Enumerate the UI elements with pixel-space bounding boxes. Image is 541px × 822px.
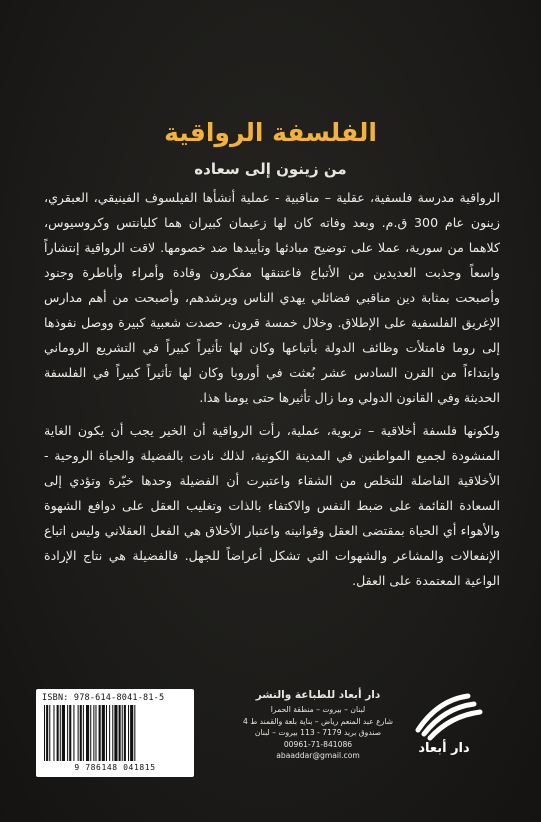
publisher-name: دار أبعاد للطباعة والنشر [255, 689, 381, 701]
barcode-bar [46, 705, 48, 761]
logo-wing-stroke-3 [430, 712, 480, 738]
barcode-bar [80, 705, 82, 761]
blurb-paragraph-2: ولكونها فلسفة أخلاقية – تربوية، عملية، رأت الرواقية أن الخير يجب أن يكون الغاية المنشودة لجميع المواطنين في المدينة الكونية، لذلك نادت بالفضيلة والحياة الروحية - الأخلاقية الفاضلة للتخلص من الشقاء واعتبرت أن الفضيلة وحدها خيّرة وتؤدي إلى السعادة القائمة على ضبط النفس والاكتفاء بالذات وتغليب العقل على دوافع الشهوة والأهواء أي الحياة بمقتضى العقل وقوانينه واعتبار الأخلاق هي الفعل العقلاني وليس اتباع الإنفعالات والمشاعر والشهوات التي تشكل أعراضاً للجهل. فالفضيلة هي نتاج الإرادة الواعية المعتمدة على العقل. [44, 423, 500, 588]
barcode-bar [73, 705, 74, 761]
barcode [36, 689, 194, 777]
publisher-logo [398, 690, 490, 756]
barcode-bar [119, 705, 121, 761]
barcode-bar [112, 705, 113, 761]
book-subtitle: من زينون إلى سعاده [194, 160, 347, 178]
publisher-email: abaaddar@gmail.com [276, 751, 360, 760]
barcode-bar [44, 705, 45, 761]
barcode-bar [102, 705, 105, 761]
book-title: الفلسفة الرواقية [164, 118, 377, 147]
publisher-address-line-1: لبنان – بيروت – منطقة الحمرا [270, 705, 366, 714]
barcode-bar [109, 705, 110, 761]
barcode-bar [93, 705, 94, 761]
barcode-bar [49, 705, 50, 761]
barcode-bar [95, 705, 96, 761]
isbn-label: ISBN: 978-614-8041-81-5 [42, 693, 165, 703]
barcode-bar [60, 705, 61, 761]
barcode-bar [122, 705, 123, 761]
publisher-address-line-3: صندوق بريد 7179 - 113 بيروت – لبنان [254, 728, 382, 737]
blurb-paragraph-1: الرواقية مدرسة فلسفية، عقلية – مناقبية - عملية أنشأها الفيلسوف الفينيقي، العبقري، زينون عام 300 ق.م. وبعد وفاته كان لها زعيمان كبيران هما كليانتس وكروسيوس، كلاهما من سورية، عملا على توضيح مبادئها وتأييدها ضد خصومها. لاقت الرواقية إنتشاراً واسعاً وجذبت العديدين من الأتباع فاعتنقها مفكرون وقادة وأمراء وأباطرة وجنود وأصبحت بمثابة دين مناقبي فضائلي يهدي الناس ويرشدهم، وأصبحت من أهم مدارس الإغريق الفلسفية على الإطلاق. وخلال خمسة قرون، حصدت شعبية كبيرة ووصل نفوذها إلى روما فامتلأت وظائف الدولة بأتباعها وكان لها تأثيراً كبيراً في التشريع الروماني وابتداءاً من القرن السادس عشر بُعثت في أوروبا وكان لها تأثيراً كبيراً في الفلسفة الحديثة وفي القانون الدولي وما زال تأثيرها حتى يومنا هذا. [44, 190, 500, 405]
barcode-bar [124, 705, 126, 761]
logo-wing-stroke-2 [424, 704, 474, 734]
barcode-bar [83, 705, 84, 761]
barcode-bar [53, 705, 54, 761]
barcode-bar [57, 705, 59, 761]
barcode-bar [62, 705, 65, 761]
barcode-bar [67, 705, 68, 761]
publisher-phone: 00961-71-841086 [283, 739, 353, 749]
barcode-bar [128, 705, 129, 761]
logo-wordmark: دار أبعاد [418, 741, 470, 756]
publisher-address-line-2: شارع عبد المنعم رياض – بناية بلعة والقمند ط 4 [242, 716, 394, 726]
blurb [44, 185, 500, 593]
barcode-digits: 9 786148 041815 [74, 763, 156, 772]
barcode-bar [78, 705, 79, 761]
barcode-bar [90, 705, 91, 761]
barcode-bar [69, 705, 71, 761]
barcode-bar [134, 705, 135, 761]
barcode-bar [114, 705, 117, 761]
publisher-info [238, 689, 398, 762]
barcode-bars [42, 705, 188, 761]
barcode-bar [86, 705, 89, 761]
barcode-bar [99, 705, 101, 761]
barcode-bar [130, 705, 133, 761]
barcode-bar [106, 705, 107, 761]
